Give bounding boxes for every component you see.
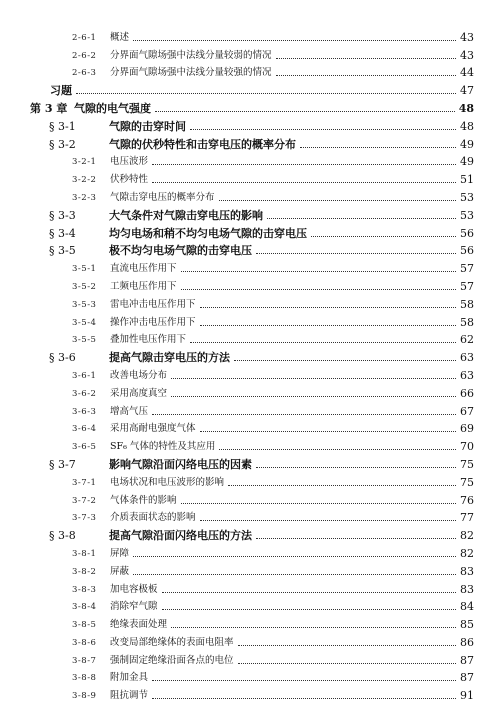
toc-entry[interactable]	[0, 685, 500, 703]
toc-entry-page: 53	[460, 208, 474, 222]
toc-entry[interactable]	[0, 579, 500, 597]
toc-entry-page: 49	[460, 155, 474, 169]
dot-leader	[276, 75, 456, 76]
toc-entry-title: 直流电压作用下	[110, 263, 177, 275]
toc-entry-page: 75	[460, 475, 474, 489]
toc-entry-title: 工频电压作用下	[110, 280, 177, 292]
toc-entry[interactable]	[0, 80, 500, 98]
toc-entry-page: 75	[460, 457, 474, 471]
toc-entry-title: 气隙的击穿时间	[109, 119, 186, 133]
toc-entry-number: § 3-3	[49, 208, 76, 222]
toc-entry-title: 分界面气隙场强中法线分量较弱的情况	[110, 49, 272, 61]
dot-leader	[256, 538, 456, 539]
dot-leader	[256, 467, 456, 468]
toc-entry[interactable]	[0, 650, 500, 668]
toc-entry-page: 84	[460, 600, 474, 614]
toc-entry-page: 57	[460, 279, 474, 293]
toc-entry-title: 气隙击穿电压的概率分布	[110, 191, 215, 203]
toc-entry[interactable]	[0, 543, 500, 561]
toc-entry-page: 82	[460, 529, 474, 543]
toc-entry[interactable]	[0, 614, 500, 632]
toc-entry-title: 改变局部绝缘体的表面电阻率	[110, 636, 234, 648]
dot-leader	[162, 592, 456, 593]
dot-leader	[171, 627, 456, 628]
toc-entry-page: 91	[460, 689, 474, 703]
toc-entry-page: 57	[460, 262, 474, 276]
toc-entry[interactable]	[0, 347, 500, 365]
toc-entry-title: 电场状况和电压波形的影响	[110, 476, 225, 488]
toc-entry-page: 67	[460, 404, 474, 418]
toc-entry[interactable]	[0, 187, 500, 205]
toc-entry[interactable]	[0, 561, 500, 579]
toc-entry-number: 3-7-3	[72, 513, 97, 524]
toc-entry-number: 3-8-6	[72, 637, 97, 648]
toc-entry[interactable]	[0, 365, 500, 383]
dot-leader	[219, 449, 456, 450]
toc-entry-page: 66	[460, 386, 474, 400]
dot-leader	[171, 396, 456, 397]
toc-entry-number: 3-7-1	[72, 477, 97, 488]
toc-entry-page: 82	[460, 546, 474, 560]
toc-entry-number: 3-8-2	[72, 566, 97, 577]
toc-entry-page: 58	[460, 315, 474, 329]
toc-entry[interactable]	[0, 508, 500, 526]
toc-entry-number: 3-6-3	[72, 406, 97, 417]
toc-entry-number: 3-5-5	[72, 335, 97, 346]
toc-entry-number: 3-7-2	[72, 495, 97, 506]
toc-entry-number: § 3-5	[49, 244, 76, 258]
toc-entry-number: 2-6-2	[72, 50, 97, 61]
toc-entry-title: 大气条件对气隙击穿电压的影响	[109, 208, 263, 222]
toc-entry-number: 3-2-2	[72, 175, 97, 186]
toc-entry-page: 51	[460, 173, 474, 187]
toc-entry[interactable]	[0, 312, 500, 330]
toc-entry-title: 操作冲击电压作用下	[110, 316, 196, 328]
toc-entry-number: 3-6-1	[72, 370, 97, 381]
dot-leader	[181, 271, 456, 272]
toc-entry-title: 加电容极板	[110, 583, 158, 595]
toc-entry-title: 附加金具	[110, 672, 149, 684]
toc-entry[interactable]	[0, 45, 500, 63]
dot-leader	[76, 93, 456, 94]
dot-leader	[152, 698, 456, 699]
toc-entry-number: 3-5-3	[72, 299, 97, 310]
toc-entry[interactable]	[0, 436, 500, 454]
toc-entry-title: 采用高度真空	[110, 387, 168, 399]
toc-entry-title: 提高气隙沿面闪络电压的方法	[109, 529, 252, 543]
toc-entry-title: 介质表面状态的影响	[110, 512, 196, 524]
dot-leader	[155, 111, 455, 112]
toc-entry[interactable]	[0, 525, 500, 543]
toc-entry-number: § 3-8	[49, 529, 76, 543]
dot-leader	[181, 289, 456, 290]
toc-entry-title: 气体条件的影响	[110, 494, 177, 506]
dot-leader	[133, 40, 456, 41]
toc-entry[interactable]	[0, 241, 500, 259]
toc-entry-page: 56	[460, 244, 474, 258]
dot-leader	[300, 147, 456, 148]
toc-entry-number: § 3-7	[49, 457, 76, 471]
toc-entry-title: 提高气隙击穿电压的方法	[109, 351, 230, 365]
toc-entry-title: 均匀电场和稍不均匀电场气隙的击穿电压	[109, 226, 307, 240]
toc-entry-page: 87	[460, 671, 474, 685]
toc-entry-page: 47	[460, 84, 474, 98]
toc-entry-number: 3-5-2	[72, 281, 97, 292]
toc-entry-title: 概述	[110, 31, 130, 43]
toc-entry-number: § 3-2	[49, 137, 76, 151]
toc-entry[interactable]	[0, 490, 500, 508]
dot-leader	[200, 431, 456, 432]
dot-leader	[190, 129, 456, 130]
toc-entry[interactable]	[0, 258, 500, 276]
toc-entry-number: 3-8-4	[72, 602, 97, 613]
toc-entry-number: 3-6-5	[72, 442, 97, 453]
toc-entry-number: 3-6-4	[72, 424, 97, 435]
toc-entry-title: 屏障	[110, 547, 130, 559]
dot-leader	[200, 325, 456, 326]
toc-entry-title: 习题	[50, 84, 72, 98]
toc-entry-number: 2-6-3	[72, 68, 97, 79]
dot-leader	[256, 253, 456, 254]
dot-leader	[234, 360, 456, 361]
dot-leader	[276, 58, 456, 59]
dot-leader	[152, 414, 456, 415]
toc-entry-title: 分界面气隙场强中法线分量较强的情况	[110, 67, 272, 79]
toc-entry-title: 极不均匀电场气隙的击穿电压	[109, 244, 252, 258]
toc-entry-number: 3-6-2	[72, 388, 97, 399]
toc-entry-page: 63	[460, 351, 474, 365]
dot-leader	[238, 645, 456, 646]
toc-entry-number: 3-5-1	[72, 264, 97, 275]
toc-entry-title: 叠加性电压作用下	[110, 334, 187, 346]
toc-entry-number: § 3-6	[49, 351, 76, 365]
toc-entry-title: 增高气压	[110, 405, 149, 417]
toc-entry-page: 76	[460, 493, 474, 507]
dot-leader	[133, 574, 456, 575]
toc-entry-page: 83	[460, 564, 474, 578]
dot-leader	[219, 200, 456, 201]
toc-entry-title: 改善电场分布	[110, 369, 168, 381]
toc-entry[interactable]	[0, 27, 500, 45]
toc-entry[interactable]	[0, 668, 500, 686]
toc-entry-page: 63	[460, 368, 474, 382]
toc-entry[interactable]	[0, 134, 500, 152]
toc-entry-number: 3-8-8	[72, 673, 97, 684]
toc-entry-number: 3-8-3	[72, 584, 97, 595]
dot-leader	[133, 556, 456, 557]
toc-entry-number: 3-5-4	[72, 317, 97, 328]
toc-entry-page: 44	[460, 66, 474, 80]
dot-leader	[228, 485, 456, 486]
toc-entry-number: 第 3 章	[30, 101, 68, 115]
dot-leader	[311, 236, 456, 237]
table-of-contents	[0, 27, 500, 703]
toc-entry-title: 气隙的伏秒特性和击穿电压的概率分布	[109, 137, 296, 151]
toc-entry-title: 雷电冲击电压作用下	[110, 298, 196, 310]
toc-entry[interactable]	[0, 472, 500, 490]
toc-entry-number: 2-6-1	[72, 32, 97, 43]
toc-entry[interactable]	[0, 632, 500, 650]
toc-entry[interactable]	[0, 98, 500, 116]
dot-leader	[200, 307, 456, 308]
toc-entry-page: 70	[460, 440, 474, 454]
toc-entry-page: 48	[458, 101, 474, 115]
toc-entry-page: 85	[460, 618, 474, 632]
toc-entry-title: 强制固定绝缘沿面各点的电位	[110, 654, 234, 666]
toc-entry-title: 伏秒特性	[110, 174, 149, 186]
toc-entry-number: § 3-1	[49, 119, 76, 133]
toc-entry-page: 53	[460, 190, 474, 204]
toc-entry-title: 采用高耐电强度气体	[110, 423, 196, 435]
toc-entry-number: 3-8-7	[72, 655, 97, 666]
toc-entry-number: § 3-4	[49, 226, 76, 240]
dot-leader	[267, 218, 456, 219]
dot-leader	[190, 342, 456, 343]
toc-entry-page: 49	[460, 137, 474, 151]
toc-entry-page: 43	[460, 48, 474, 62]
toc-entry[interactable]	[0, 169, 500, 187]
dot-leader	[200, 520, 456, 521]
toc-entry-page: 43	[460, 30, 474, 44]
toc-entry[interactable]	[0, 419, 500, 437]
toc-entry[interactable]	[0, 63, 500, 81]
toc-entry-page: 56	[460, 226, 474, 240]
toc-entry-page: 77	[460, 511, 474, 525]
toc-entry[interactable]	[0, 205, 500, 223]
toc-entry[interactable]	[0, 383, 500, 401]
toc-entry[interactable]	[0, 454, 500, 472]
toc-entry-number: 3-2-3	[72, 192, 97, 203]
toc-entry-number: 3-8-1	[72, 548, 97, 559]
toc-entry-page: 62	[460, 333, 474, 347]
toc-entry-title: 绝缘表面处理	[110, 619, 168, 631]
toc-entry-page: 87	[460, 653, 474, 667]
dot-leader	[152, 182, 456, 183]
toc-entry-number: 3-8-9	[72, 691, 97, 702]
toc-entry[interactable]	[0, 223, 500, 241]
toc-entry-title: 电压波形	[110, 156, 149, 168]
toc-entry-page: 83	[460, 582, 474, 596]
toc-entry[interactable]	[0, 152, 500, 170]
toc-entry[interactable]	[0, 116, 500, 134]
dot-leader	[152, 680, 456, 681]
toc-entry[interactable]	[0, 276, 500, 294]
toc-entry-page: 86	[460, 635, 474, 649]
toc-entry-title: 消除窄气隙	[110, 601, 158, 613]
toc-entry-title: 阻抗调节	[110, 690, 149, 702]
dot-leader	[238, 663, 456, 664]
dot-leader	[152, 164, 456, 165]
toc-entry[interactable]	[0, 401, 500, 419]
toc-entry-title: 气隙的电气强度	[74, 101, 151, 115]
dot-leader	[162, 609, 456, 610]
toc-entry[interactable]	[0, 597, 500, 615]
dot-leader	[181, 503, 456, 504]
toc-entry-number: 3-2-1	[72, 157, 97, 168]
toc-entry-page: 58	[460, 297, 474, 311]
toc-entry-page: 69	[460, 422, 474, 436]
toc-entry-title: 影响气隙沿面闪络电压的因素	[109, 457, 252, 471]
toc-entry[interactable]	[0, 330, 500, 348]
toc-entry[interactable]	[0, 294, 500, 312]
toc-entry-title: SF₆ 气体的特性及其应用	[110, 441, 216, 453]
toc-entry-number: 3-8-5	[72, 620, 97, 631]
dot-leader	[171, 378, 456, 379]
toc-entry-title: 屏蔽	[110, 565, 130, 577]
toc-entry-page: 48	[460, 119, 474, 133]
